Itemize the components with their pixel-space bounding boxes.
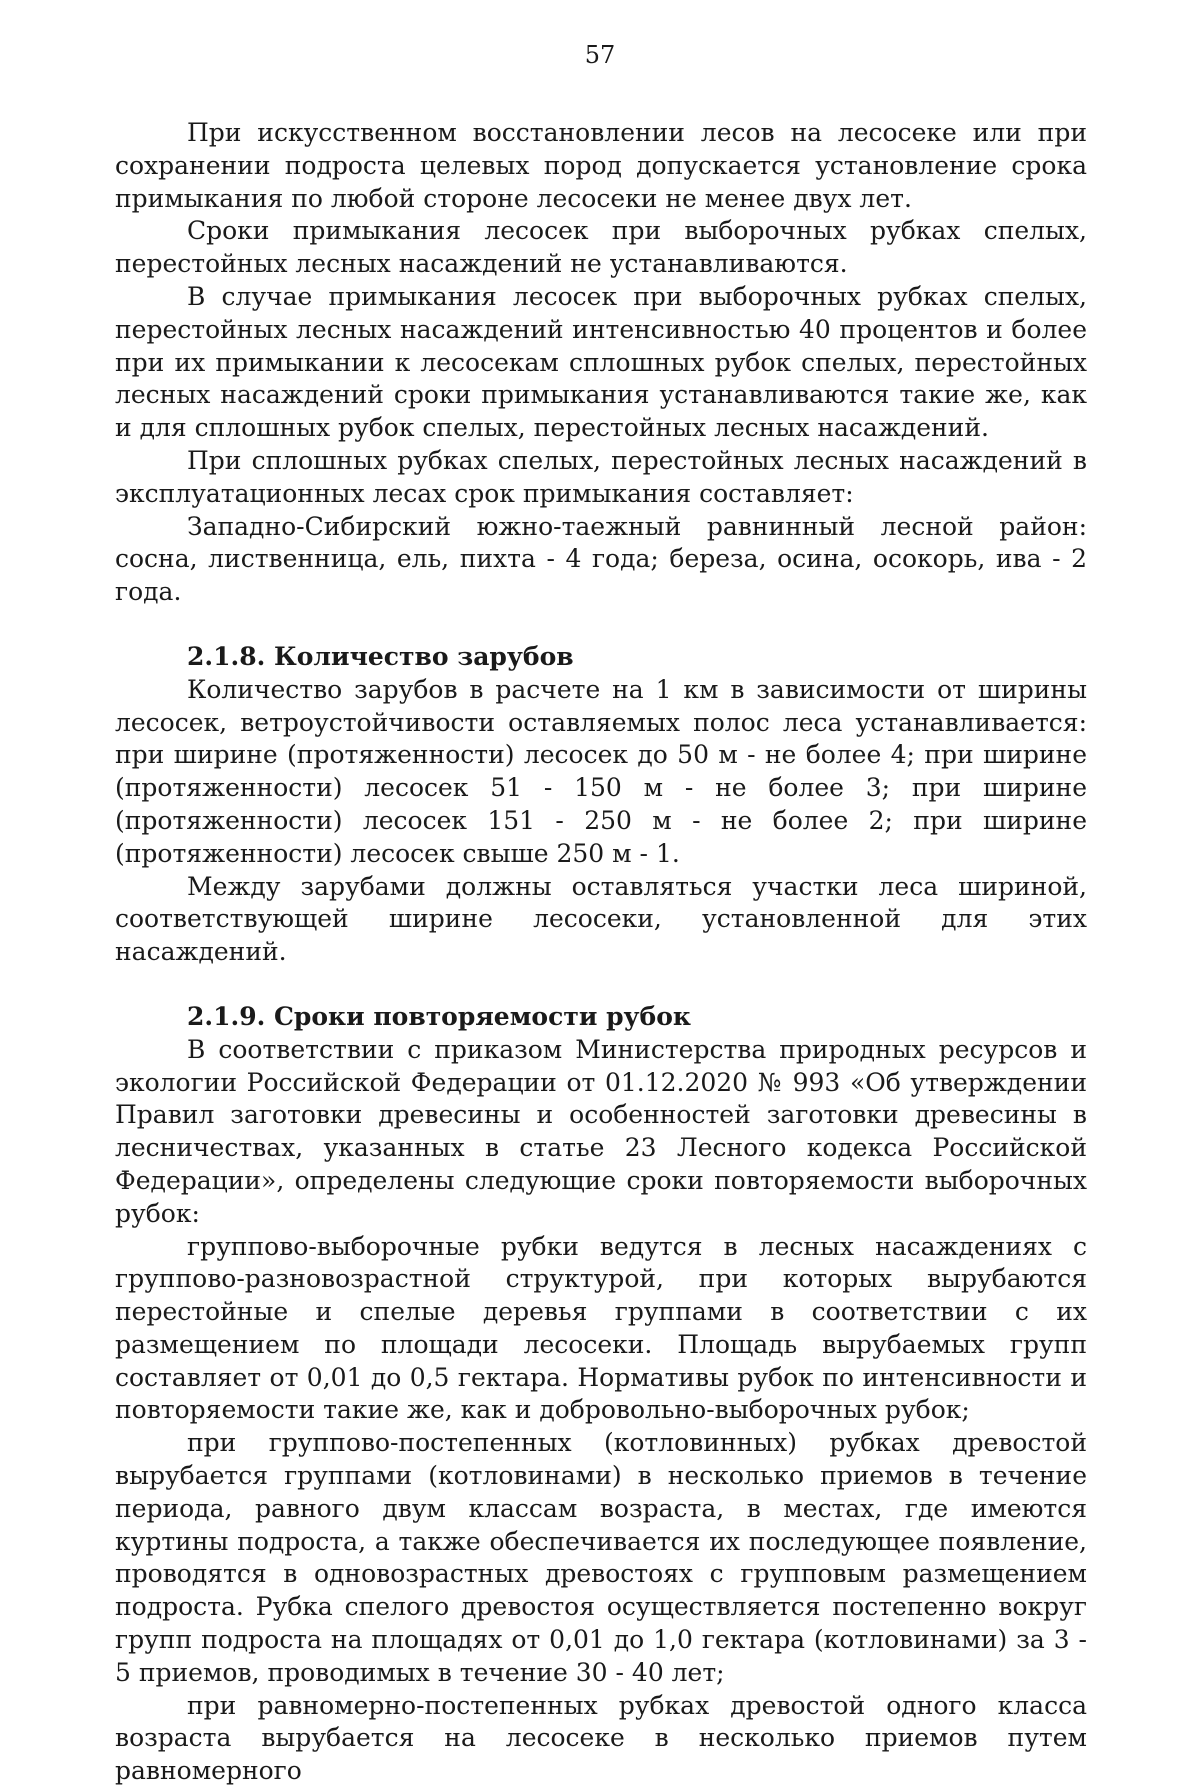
paragraph: при равномерно-постепенных рубках древостой одного класса возраста вырубается на лесосеке в несколько приемов путем равномерного — [115, 1690, 1087, 1786]
paragraph: при группово-постепенных (котловинных) рубках древостой вырубается группами (котловинами) в несколько приемов в течение периода, равного двум классам возраста, в местах, где имеются куртины подроста, а также обеспечивается их последующее появление, проводятся в одновозрастных древостоях с групповым размещением подроста. Рубка спелого древостоя осуществляется постепенно вокруг групп подроста на площадях от 0,01 до 1,0 гектара (котловинами) за 3 - 5 приемов, проводимых в течение 30 - 40 лет; — [115, 1428, 1087, 1687]
paragraph: Между зарубами должны оставляться участки леса шириной, соответствующей ширине лесосеки, установленной для этих насаждений. — [115, 871, 1087, 967]
paragraph: Сроки примыкания лесосек при выборочных рубках спелых, перестойных лесных насаждений не устанавливаются. — [115, 216, 1087, 279]
paragraph: В случае примыкания лесосек при выборочных рубках спелых, перестойных лесных насаждений интенсивностью 40 процентов и более при их примыкании к лесосекам сплошных рубок спелых, перестойных лесных насаждений сроки примыкания устанавливаются такие же, как и для сплошных рубок спелых, перестойных лесных насаждений. — [115, 281, 1087, 443]
document-body — [115, 117, 1087, 1788]
section-heading-2-1-8: 2.1.8. Количество зарубов — [187, 641, 574, 671]
section-heading-2-1-9: 2.1.9. Сроки повторяемости рубок — [187, 1001, 691, 1031]
paragraph: Количество зарубов в расчете на 1 км в зависимости от ширины лесосек, ветроустойчивости оставляемых полос леса устанавливается: при ширине (протяженности) лесосек до 50 м - не более 4; при ширине (протяженности) лесосек 51 - 150 м - не более 3; при ширине (протяженности) лесосек 151 - 250 м - не более 2; при ширине (протяженности) лесосек свыше 250 м - 1. — [115, 674, 1087, 868]
paragraph: Западно-Сибирский южно-таежный равнинный лесной район: сосна, лиственница, ель, пихта - 4 года; береза, осина, осокорь, ива - 2 года. — [115, 511, 1087, 607]
paragraph: При искусственном восстановлении лесов на лесосеке или при сохранении подроста целевых пород допускается установление срока примыкания по любой стороне лесосеки не менее двух лет. — [115, 118, 1087, 213]
page-number: 57 — [584, 41, 616, 69]
paragraph: При сплошных рубках спелых, перестойных лесных насаждений в эксплуатационных лесах срок примыкания составляет: — [115, 445, 1087, 508]
paragraph: В соответствии с приказом Министерства природных ресурсов и экологии Российской Федерации от 01.12.2020 № 993 «Об утверждении Правил заготовки древесины и особенностей заготовки древесины в лесничествах, указанных в статье 23 Лесного кодекса Российской Федерации», определены следующие сроки повторяемости выборочных рубок: — [115, 1034, 1087, 1228]
paragraph: группово-выборочные рубки ведутся в лесных насаждениях с группово-разновозрастной структурой, при которых вырубаются перестойные и спелые деревья группами в соответствии с их размещением по площади лесосеки. Площадь вырубаемых групп составляет от 0,01 до 0,5 гектара. Нормативы рубок по интенсивности и повторяемости такие же, как и добровольно-выборочных рубок; — [115, 1231, 1087, 1425]
